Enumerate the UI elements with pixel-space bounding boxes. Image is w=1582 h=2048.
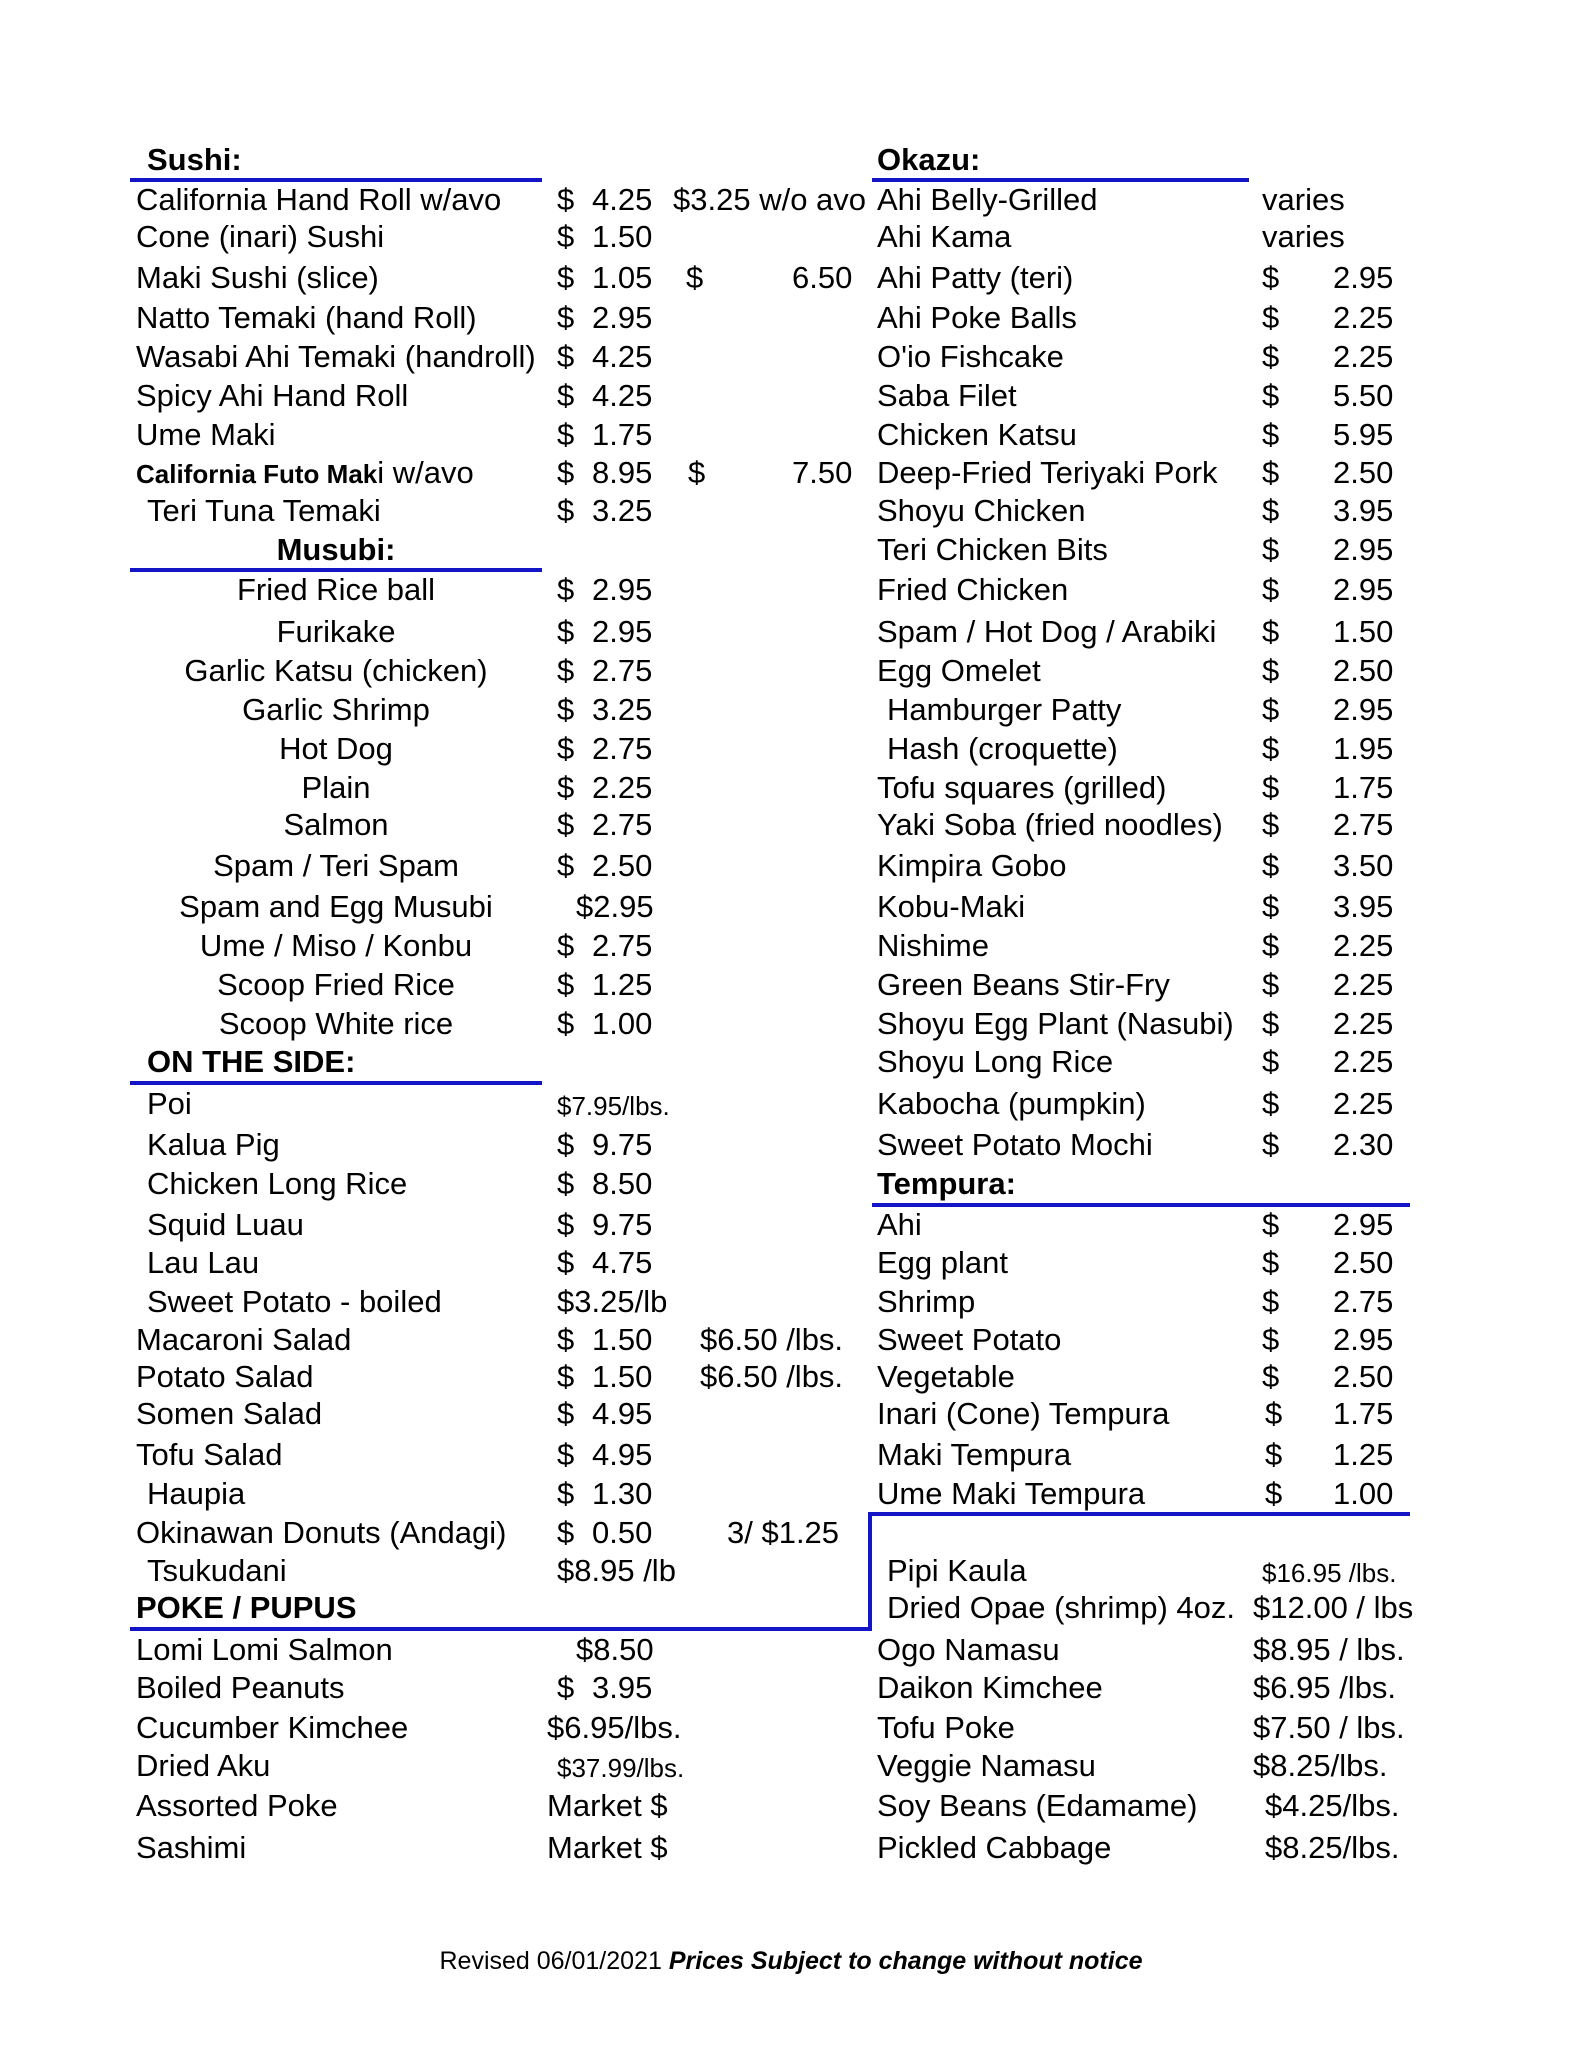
menu-item-price: 1.95: [1333, 731, 1394, 766]
menu-item-name: Lau Lau: [147, 1245, 260, 1280]
dollar-sign: $: [557, 182, 575, 217]
dollar-sign: $: [557, 300, 575, 335]
dollar-sign: $: [557, 614, 575, 649]
menu-item-name: Sweet Potato Mochi: [877, 1127, 1153, 1162]
menu-item-price: 5.95: [1333, 417, 1394, 452]
menu-item-name: Wasabi Ahi Temaki (handroll): [136, 339, 536, 374]
dollar-sign: $: [1262, 417, 1280, 452]
menu-item-name: Tsukudani: [147, 1553, 287, 1588]
dollar-sign: $: [557, 219, 575, 254]
menu-item-price: 3.50: [1333, 848, 1394, 883]
menu-item-price: 2.25: [1333, 1086, 1394, 1121]
price-disclaimer: Prices Subject to change without notice: [668, 1947, 1143, 1975]
menu-item-name: Green Beans Stir-Fry: [877, 967, 1170, 1002]
price-note: $3.25 w/o avo: [673, 182, 867, 217]
menu-item-price: 2.75: [1333, 807, 1394, 842]
dollar-sign: $: [557, 572, 575, 607]
menu-item-price: 2.30: [1333, 1127, 1394, 1162]
menu-item-name: Furikake: [276, 614, 396, 649]
menu-item-price: 2.75: [1333, 1284, 1394, 1319]
menu-item-price: varies: [1262, 182, 1345, 217]
menu-item-price: 2.95: [1333, 692, 1394, 727]
menu-item-price: 1.00: [592, 1006, 653, 1041]
name-rest-part: i w/avo: [377, 455, 474, 490]
menu-item-price: 2.50: [592, 848, 653, 883]
menu-item-price: 4.75: [592, 1245, 653, 1280]
menu-item-price: 9.75: [592, 1127, 653, 1162]
menu-item-price: 2.95: [1333, 260, 1394, 295]
menu-item-price: 1.75: [1333, 1396, 1394, 1431]
okazu-heading: Okazu:: [877, 142, 981, 177]
menu-item-price: 2.95: [592, 614, 653, 649]
dollar-sign: $: [1262, 572, 1280, 607]
menu-item-price: 2.25: [1333, 300, 1394, 335]
dollar-sign: $: [557, 1396, 575, 1431]
menu-item-price: 8.50: [592, 1166, 653, 1201]
menu-item-price: 3.95: [592, 1670, 653, 1705]
poke-rule: [130, 1627, 872, 1631]
dollar-sign: $: [1262, 614, 1280, 649]
menu-item-name: Veggie Namasu: [877, 1748, 1096, 1783]
menu-item-price: $7.95/lbs.: [557, 1091, 670, 1121]
menu-item-name: Hot Dog: [279, 731, 393, 766]
menu-item-price: 2.95: [1333, 1322, 1394, 1357]
dollar-sign: $: [557, 1207, 575, 1242]
menu-item-price: 4.25: [592, 339, 653, 374]
menu-item-name: Ahi: [877, 1207, 922, 1242]
dollar-sign: $: [1262, 455, 1280, 490]
menu-item-price: 2.25: [1333, 928, 1394, 963]
extras-divider: [868, 1512, 872, 1631]
dollar-sign: $: [557, 692, 575, 727]
menu-item-name: Tofu Salad: [136, 1437, 283, 1472]
menu-item-price: 2.95: [592, 300, 653, 335]
menu-item-name: Soy Beans (Edamame): [877, 1788, 1198, 1823]
menu-item-price: 1.00: [1333, 1476, 1394, 1511]
menu-item-price: $16.95 /lbs.: [1262, 1558, 1397, 1588]
menu-item-name: California Hand Roll w/avo: [136, 182, 502, 217]
menu-item-price: $8.25/lbs.: [1253, 1748, 1388, 1783]
menu-item-price: 2.25: [592, 770, 653, 805]
dollar-sign: $: [1262, 1322, 1280, 1357]
dollar-sign: $: [1262, 300, 1280, 335]
menu-item-name: Sweet Potato: [877, 1322, 1062, 1357]
name-bold-part: California Futo Mak: [136, 459, 378, 489]
dollar-sign: $: [1262, 1245, 1280, 1280]
menu-item-name: Teri Tuna Temaki: [147, 493, 381, 528]
dollar-sign: $: [557, 1515, 575, 1550]
dollar-sign: $: [1265, 1396, 1283, 1431]
menu-item-name: Shrimp: [877, 1284, 976, 1319]
menu-item-price: 1.25: [592, 967, 653, 1002]
dollar-sign: $: [1262, 653, 1280, 688]
dollar-sign: $: [557, 1476, 575, 1511]
menu-item-price: 1.25: [1333, 1437, 1394, 1472]
menu-item-price: varies: [1262, 219, 1345, 254]
menu-item-name: Salmon: [283, 807, 389, 842]
dollar-sign: $: [557, 770, 575, 805]
dollar-sign: $: [557, 1166, 575, 1201]
menu-item-name: Lomi Lomi Salmon: [136, 1632, 393, 1667]
menu-item-name: Scoop Fried Rice: [217, 967, 455, 1002]
dollar-sign: $: [557, 260, 575, 295]
menu-item-name: Yaki Soba (fried noodles): [877, 807, 1223, 842]
dollar-sign: $: [688, 455, 706, 490]
menu-item-name: Kobu-Maki: [877, 889, 1026, 924]
dollar-sign: $: [1262, 1359, 1280, 1394]
dollar-sign: $: [1265, 1437, 1283, 1472]
dollar-sign: $: [557, 1245, 575, 1280]
menu-item-name: Ogo Namasu: [877, 1632, 1060, 1667]
dollar-sign: $: [557, 417, 575, 452]
side-rule: [130, 1081, 542, 1085]
menu-item-name: O'io Fishcake: [877, 339, 1064, 374]
dollar-sign: $: [557, 848, 575, 883]
menu-item-price: 2.25: [1333, 1044, 1394, 1079]
menu-item-price: 3.95: [1333, 493, 1394, 528]
menu-item-name: Squid Luau: [147, 1207, 304, 1242]
menu-item-name: Kalua Pig: [147, 1127, 280, 1162]
menu-item-price: 2.95: [592, 572, 653, 607]
menu-item-name: [136, 455, 474, 492]
menu-item-name: Daikon Kimchee: [877, 1670, 1103, 1705]
dollar-sign: $: [1262, 1207, 1280, 1242]
menu-item-name: Kimpira Gobo: [877, 848, 1067, 883]
menu-item-name: Ume / Miso / Konbu: [199, 928, 473, 963]
menu-item-name: Plain: [301, 770, 371, 805]
menu-item-name: Spam / Hot Dog / Arabiki: [877, 614, 1217, 649]
dollar-sign: $: [686, 260, 704, 295]
dollar-sign: $: [557, 1322, 575, 1357]
price-note: $6.50 /lbs.: [700, 1322, 844, 1357]
menu-item-price: $6.95/lbs.: [547, 1710, 682, 1745]
menu-item-name: Chicken Long Rice: [147, 1166, 408, 1201]
menu-item-name: Shoyu Long Rice: [877, 1044, 1114, 1079]
dollar-sign: $: [557, 339, 575, 374]
menu-item-name: Natto Temaki (hand Roll): [136, 300, 477, 335]
menu-item-price: 1.30: [592, 1476, 653, 1511]
dollar-sign: $: [1262, 1284, 1280, 1319]
menu-item-name: Boiled Peanuts: [136, 1670, 345, 1705]
dollar-sign: $: [1262, 1044, 1280, 1079]
tray-price: 6.50: [792, 260, 853, 295]
menu-item-name: Maki Tempura: [877, 1437, 1072, 1472]
dollar-sign: $: [557, 1127, 575, 1162]
dollar-sign: $: [557, 493, 575, 528]
menu-item-price: 2.75: [592, 928, 653, 963]
menu-item-price: $8.95 / lbs.: [1253, 1632, 1405, 1667]
dollar-sign: $: [1262, 731, 1280, 766]
dollar-sign: $: [557, 653, 575, 688]
menu-item-price: $2.95: [576, 889, 654, 924]
menu-item-name: Shoyu Egg Plant (Nasubi): [877, 1006, 1234, 1041]
footer-notice: [0, 1947, 1582, 1976]
dollar-sign: $: [1262, 1086, 1280, 1121]
menu-item-name: Assorted Poke: [136, 1788, 338, 1823]
menu-item-name: Spam / Teri Spam: [213, 848, 459, 883]
tempura-heading: Tempura:: [877, 1166, 1016, 1201]
menu-item-price: 4.25: [592, 378, 653, 413]
dollar-sign: $: [1262, 532, 1280, 567]
menu-item-name: Ahi Kama: [877, 219, 1012, 254]
menu-item-price: $4.25/lbs.: [1265, 1788, 1400, 1823]
menu-item-price: 1.50: [1333, 614, 1394, 649]
menu-item-price: 1.50: [592, 1322, 653, 1357]
menu-item-price: 1.75: [1333, 770, 1394, 805]
menu-item-name: Ahi Patty (teri): [877, 260, 1074, 295]
menu-item-price: 3.25: [592, 692, 653, 727]
menu-item-name: Ahi Belly-Grilled: [877, 182, 1098, 217]
menu-item-price: 1.50: [592, 1359, 653, 1394]
menu-item-name: Hash (croquette): [887, 731, 1118, 766]
musubi-heading: Musubi:: [276, 532, 396, 567]
menu-item-name: Garlic Shrimp: [242, 692, 430, 727]
menu-item-price: $8.95 /lb: [557, 1553, 676, 1588]
menu-item-name: Pickled Cabbage: [877, 1830, 1112, 1865]
dollar-sign: $: [1262, 889, 1280, 924]
dollar-sign: $: [557, 455, 575, 490]
dollar-sign: $: [1262, 692, 1280, 727]
menu-item-name: Spicy Ahi Hand Roll: [136, 378, 409, 413]
menu-item-price: 2.75: [592, 653, 653, 688]
menu-item-price: 1.05: [592, 260, 653, 295]
dollar-sign: $: [1262, 260, 1280, 295]
menu-item-name: Poi: [147, 1086, 192, 1121]
tray-price: 7.50: [792, 455, 853, 490]
dollar-sign: $: [1262, 807, 1280, 842]
menu-item-price: 2.50: [1333, 455, 1394, 490]
menu-item-name: Deep-Fried Teriyaki Pork: [877, 455, 1218, 490]
menu-item-name: Sweet Potato - boiled: [147, 1284, 442, 1319]
dollar-sign: $: [557, 731, 575, 766]
dollar-sign: $: [557, 967, 575, 1002]
price-note: 3/ $1.25: [727, 1515, 840, 1550]
menu-item-price: $3.25/lb: [557, 1284, 668, 1319]
menu-item-name: Dried Aku: [136, 1748, 271, 1783]
dollar-sign: $: [557, 378, 575, 413]
dollar-sign: $: [1262, 967, 1280, 1002]
menu-item-name: Tofu squares (grilled): [877, 770, 1167, 805]
menu-item-price: 8.95: [592, 455, 653, 490]
dollar-sign: $: [1262, 378, 1280, 413]
revised-date: Revised 06/01/2021: [439, 1947, 669, 1975]
dollar-sign: $: [1262, 339, 1280, 374]
menu-item-price: 2.50: [1333, 1359, 1394, 1394]
menu-item-name: Cone (inari) Sushi: [136, 219, 385, 254]
menu-item-name: Somen Salad: [136, 1396, 323, 1431]
menu-item-price: 4.25: [592, 182, 653, 217]
menu-item-price: 2.75: [592, 807, 653, 842]
menu-item-name: Maki Sushi (slice): [136, 260, 379, 295]
menu-item-name: Egg Omelet: [877, 653, 1041, 688]
dollar-sign: $: [1262, 493, 1280, 528]
menu-item-name: Chicken Katsu: [877, 417, 1077, 452]
menu-item-name: Ume Maki: [136, 417, 276, 452]
menu-item-name: Vegetable: [877, 1359, 1015, 1394]
menu-item-price: 9.75: [592, 1207, 653, 1242]
menu-item-name: Teri Chicken Bits: [877, 532, 1108, 567]
menu-item-price: $37.99/lbs.: [557, 1753, 685, 1783]
menu-item-name: Garlic Katsu (chicken): [184, 653, 488, 688]
menu-item-price: 0.50: [592, 1515, 653, 1550]
dollar-sign: $: [557, 928, 575, 963]
menu-item-name: Inari (Cone) Tempura: [877, 1396, 1170, 1431]
menu-item-price: 3.25: [592, 493, 653, 528]
tempura-bottom-rule: [872, 1512, 1410, 1516]
menu-item-price: $12.00 / lbs: [1253, 1590, 1414, 1625]
menu-item-name: Cucumber Kimchee: [136, 1710, 409, 1745]
poke-heading: POKE / PUPUS: [136, 1590, 357, 1625]
menu-item-price: 4.95: [592, 1437, 653, 1472]
dollar-sign: $: [557, 1359, 575, 1394]
menu-item-name: Tofu Poke: [877, 1710, 1015, 1745]
menu-item-name: Ahi Poke Balls: [877, 300, 1077, 335]
menu-item-price: 2.25: [1333, 1006, 1394, 1041]
menu-item-name: Kabocha (pumpkin): [877, 1086, 1146, 1121]
dollar-sign: $: [557, 807, 575, 842]
tempura-rule: [872, 1203, 1410, 1207]
menu-item-price: 2.25: [1333, 339, 1394, 374]
menu-item-name: Saba Filet: [877, 378, 1017, 413]
menu-item-name: Okinawan Donuts (Andagi): [136, 1515, 507, 1550]
menu-item-price: $8.25/lbs.: [1265, 1830, 1400, 1865]
menu-item-name: Pipi Kaula: [887, 1553, 1027, 1588]
menu-item-name: Hamburger Patty: [887, 692, 1122, 727]
menu-item-name: Macaroni Salad: [136, 1322, 352, 1357]
menu-item-price: 2.95: [1333, 572, 1394, 607]
menu-item-price: Market $: [547, 1830, 668, 1865]
dollar-sign: $: [1262, 1006, 1280, 1041]
menu-item-price: $6.95 /lbs.: [1253, 1670, 1397, 1705]
menu-item-name: Scoop White rice: [218, 1006, 454, 1041]
price-note: $6.50 /lbs.: [700, 1359, 844, 1394]
menu-item-price: 2.50: [1333, 1245, 1394, 1280]
menu-item-price: 1.50: [592, 219, 653, 254]
menu-item-price: 2.25: [1333, 967, 1394, 1002]
dollar-sign: $: [557, 1437, 575, 1472]
dollar-sign: $: [1262, 848, 1280, 883]
menu-item-price: 1.75: [592, 417, 653, 452]
menu-item-name: Potato Salad: [136, 1359, 314, 1394]
menu-item-name: Fried Chicken: [877, 572, 1069, 607]
menu-item-name: Dried Opae (shrimp) 4oz.: [887, 1590, 1236, 1625]
menu-item-name: Ume Maki Tempura: [877, 1476, 1146, 1511]
side-heading: ON THE SIDE:: [147, 1044, 356, 1079]
menu-item-price: 2.50: [1333, 653, 1394, 688]
menu-item-price: 5.50: [1333, 378, 1394, 413]
menu-item-price: 4.95: [592, 1396, 653, 1431]
menu-item-name: Shoyu Chicken: [877, 493, 1086, 528]
dollar-sign: $: [1262, 770, 1280, 805]
menu-item-name: Spam and Egg Musubi: [179, 889, 493, 924]
menu-item-price: 2.95: [1333, 532, 1394, 567]
dollar-sign: $: [557, 1006, 575, 1041]
menu-item-price: 2.95: [1333, 1207, 1394, 1242]
menu-item-name: Fried Rice ball: [236, 572, 436, 607]
menu-item-name: Nishime: [877, 928, 989, 963]
dollar-sign: $: [557, 1670, 575, 1705]
menu-item-name: Egg plant: [877, 1245, 1008, 1280]
menu-item-price: Market $: [547, 1788, 668, 1823]
menu-item-name: Haupia: [147, 1476, 246, 1511]
menu-item-name: Sashimi: [136, 1830, 247, 1865]
dollar-sign: $: [1262, 1127, 1280, 1162]
menu-item-price: $7.50 / lbs.: [1253, 1710, 1405, 1745]
menu-item-price: 3.95: [1333, 889, 1394, 924]
sushi-heading: Sushi:: [147, 142, 242, 177]
menu-item-price: 2.75: [592, 731, 653, 766]
menu-item-price: $8.50: [576, 1632, 654, 1667]
dollar-sign: $: [1262, 928, 1280, 963]
dollar-sign: $: [1265, 1476, 1283, 1511]
